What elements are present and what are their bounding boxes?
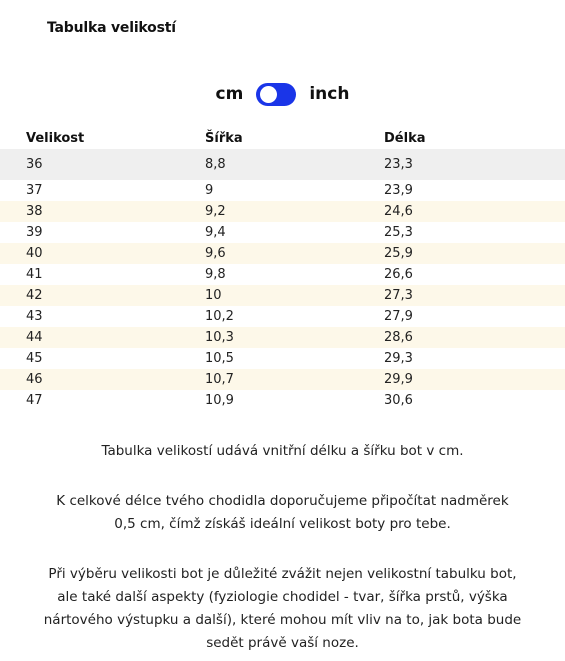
unit-label-cm[interactable]: cm	[215, 84, 244, 104]
table-row	[0, 201, 565, 222]
cell-size: 46	[26, 372, 43, 387]
table-row	[0, 180, 565, 201]
table-row	[0, 306, 565, 327]
toggle-knob	[260, 86, 277, 103]
cell-width: 10,3	[205, 330, 234, 345]
cell-length: 28,6	[384, 330, 413, 345]
table-row	[0, 348, 565, 369]
cell-size: 47	[26, 393, 43, 408]
cell-width: 9,8	[205, 267, 226, 282]
cell-length: 27,3	[384, 288, 413, 303]
cell-size: 37	[26, 183, 43, 198]
cell-width: 10,7	[205, 372, 234, 387]
cell-size: 36	[26, 157, 43, 172]
cell-width: 10	[205, 288, 222, 303]
cell-length: 24,6	[384, 204, 413, 219]
size-note-inner-dimensions: Tabulka velikostí udává vnitřní délku a šířku bot v cm.	[101, 443, 464, 459]
cell-size: 39	[26, 225, 43, 240]
cell-size: 40	[26, 246, 43, 261]
cell-length: 25,3	[384, 225, 413, 240]
cell-size: 38	[26, 204, 43, 219]
size-note-allowance: K celkové délce tvého chodidla doporučujeme připočítat nadměrek 0,5 cm, čímž získáš ideální velikost boty pro tebe.	[56, 493, 509, 532]
size-note-fit-aspects: Při výběru velikosti bot je důležité zvážit nejen velikostní tabulku bot, ale také další aspekty (fyziologie chodidel - tvar, šířka prstů, výška nártového výstupku a další), které mohou mít vliv na to, jak bota bude sedět právě vaší noze.	[43, 566, 522, 651]
cell-width: 10,5	[205, 351, 234, 366]
unit-label-inch[interactable]: inch	[309, 84, 350, 104]
table-row	[0, 149, 565, 180]
cell-length: 27,9	[384, 309, 413, 324]
cell-length: 23,3	[384, 157, 413, 172]
unit-switch	[0, 80, 565, 108]
cell-length: 26,6	[384, 267, 413, 282]
cell-length: 25,9	[384, 246, 413, 261]
cell-length: 30,6	[384, 393, 413, 408]
cell-width: 10,9	[205, 393, 234, 408]
cell-size: 42	[26, 288, 43, 303]
cell-size: 45	[26, 351, 43, 366]
column-header-size: Velikost	[26, 131, 85, 146]
page-title: Tabulka velikostí	[47, 20, 176, 36]
table-row	[0, 285, 565, 306]
table-row	[0, 222, 565, 243]
cell-width: 9,6	[205, 246, 226, 261]
cell-length: 29,9	[384, 372, 413, 387]
column-header-width: Šířka	[205, 131, 243, 146]
table-row	[0, 264, 565, 285]
cell-length: 29,3	[384, 351, 413, 366]
size-table	[0, 128, 565, 411]
cell-width: 10,2	[205, 309, 234, 324]
cell-width: 8,8	[205, 157, 226, 172]
column-header-length: Délka	[384, 131, 426, 146]
table-row	[0, 369, 565, 390]
table-row	[0, 243, 565, 264]
cell-length: 23,9	[384, 183, 413, 198]
table-row	[0, 390, 565, 411]
cell-size: 43	[26, 309, 43, 324]
cell-width: 9,4	[205, 225, 226, 240]
unit-toggle[interactable]	[256, 83, 296, 106]
cell-size: 41	[26, 267, 43, 282]
cell-width: 9,2	[205, 204, 226, 219]
table-header-row	[0, 128, 565, 149]
cell-size: 44	[26, 330, 43, 345]
cell-width: 9	[205, 183, 214, 198]
table-row	[0, 327, 565, 348]
